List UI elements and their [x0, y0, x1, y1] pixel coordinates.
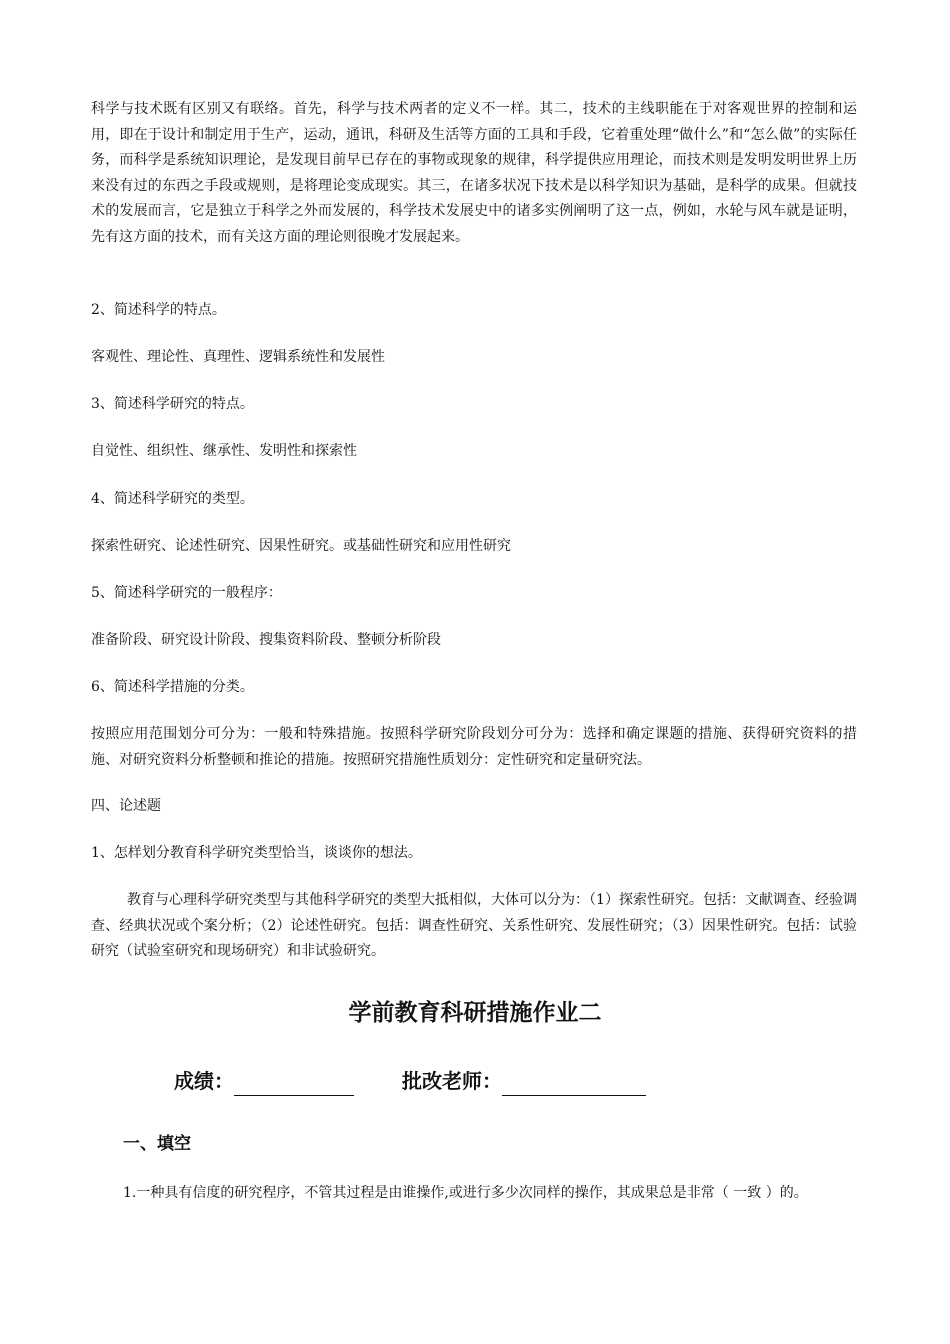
teacher-label: 批改老师：	[402, 1069, 502, 1093]
answer-2: 客观性、理论性、真理性、逻辑系统性和发展性	[91, 349, 385, 365]
fill-item-1	[123, 1181, 823, 1206]
answer-4: 探索性研究、论述性研究、因果性研究。或基础性研究和应用性研究	[91, 538, 511, 554]
grading-row	[174, 1066, 646, 1096]
fill-item-1-text: 1.一种具有信度的研究程序，不管其过程是由谁操作,或进行多少次同样的操作，其成果总是非常（	[123, 1185, 729, 1201]
fill-item-1-tail: ）的。	[765, 1185, 808, 1201]
intro-paragraph: 科学与技术既有区别又有联络。首先，科学与技术两者的定义不一样。其二，技术的主线职能在于对客观世界的控制和运用，即在于设计和制定用于生产，运动，通讯，科研及生活等方面的工具和手段，它着重处理“做什么”和“怎么做”的实际任务，而科学是系统知识理论，是发现目前早已存在的事物或现象的规律，科学提供应用理论，而技术则是发明发明世界上历来没有过的东西之手段或规则，是将理论变成现实。其三，在诸多状况下技术是以科学知识为基础，是科学的成果。但就技术的发展而言，它是独立于科学之外而发展的，科学技术发展史中的诸多实例阐明了这一点，例如，水轮与风车就是证明，先有这方面的技术，而有关这方面的理论则很晚才发展起来。	[91, 101, 857, 245]
answer-6: 按照应用范围划分可分为：一般和特殊措施。按照科学研究阶段划分可分为：选择和确定课题的措施、获得研究资料的措施、对研究资料分析整顿和推论的措施。按照研究措施性质划分：定性研究和定量研究法。	[91, 726, 857, 768]
fill-section-heading: 一、填空	[123, 1134, 191, 1154]
assignment-title: 学前教育科研措施作业二	[348, 1000, 602, 1026]
essay-question-1: 1、怎样划分教育科学研究类型恰当，谈谈你的想法。	[91, 845, 422, 861]
teacher-blank[interactable]	[502, 1071, 646, 1096]
essay-answer-1: 教育与心理科学研究类型与其他科学研究的类型大抵相似，大体可以分为：（1）探索性研究。包括：文献调查、经验调查、经典状况或个案分析；（2）论述性研究。包括：调查性研究、关系性研究、发展性研究；（3）因果性研究。包括：试验研究（试验室研究和现场研究）和非试验研究。	[91, 892, 857, 959]
question-6: 6、简述科学措施的分类。	[91, 679, 254, 695]
question-5: 5、简述科学研究的一般程序：	[91, 585, 282, 601]
section-4-heading: 四、论述题	[91, 798, 161, 814]
fill-item-1-answer: 一致	[733, 1185, 762, 1201]
question-4: 4、简述科学研究的类型。	[91, 491, 254, 507]
question-2: 2、简述科学的特点。	[91, 302, 226, 318]
answer-5: 准备阶段、研究设计阶段、搜集资料阶段、整顿分析阶段	[91, 632, 441, 648]
answer-3: 自觉性、组织性、继承性、发明性和探索性	[91, 443, 357, 459]
score-blank[interactable]	[234, 1071, 354, 1096]
question-3: 3、简述科学研究的特点。	[91, 396, 254, 412]
score-label: 成绩：	[174, 1069, 234, 1093]
